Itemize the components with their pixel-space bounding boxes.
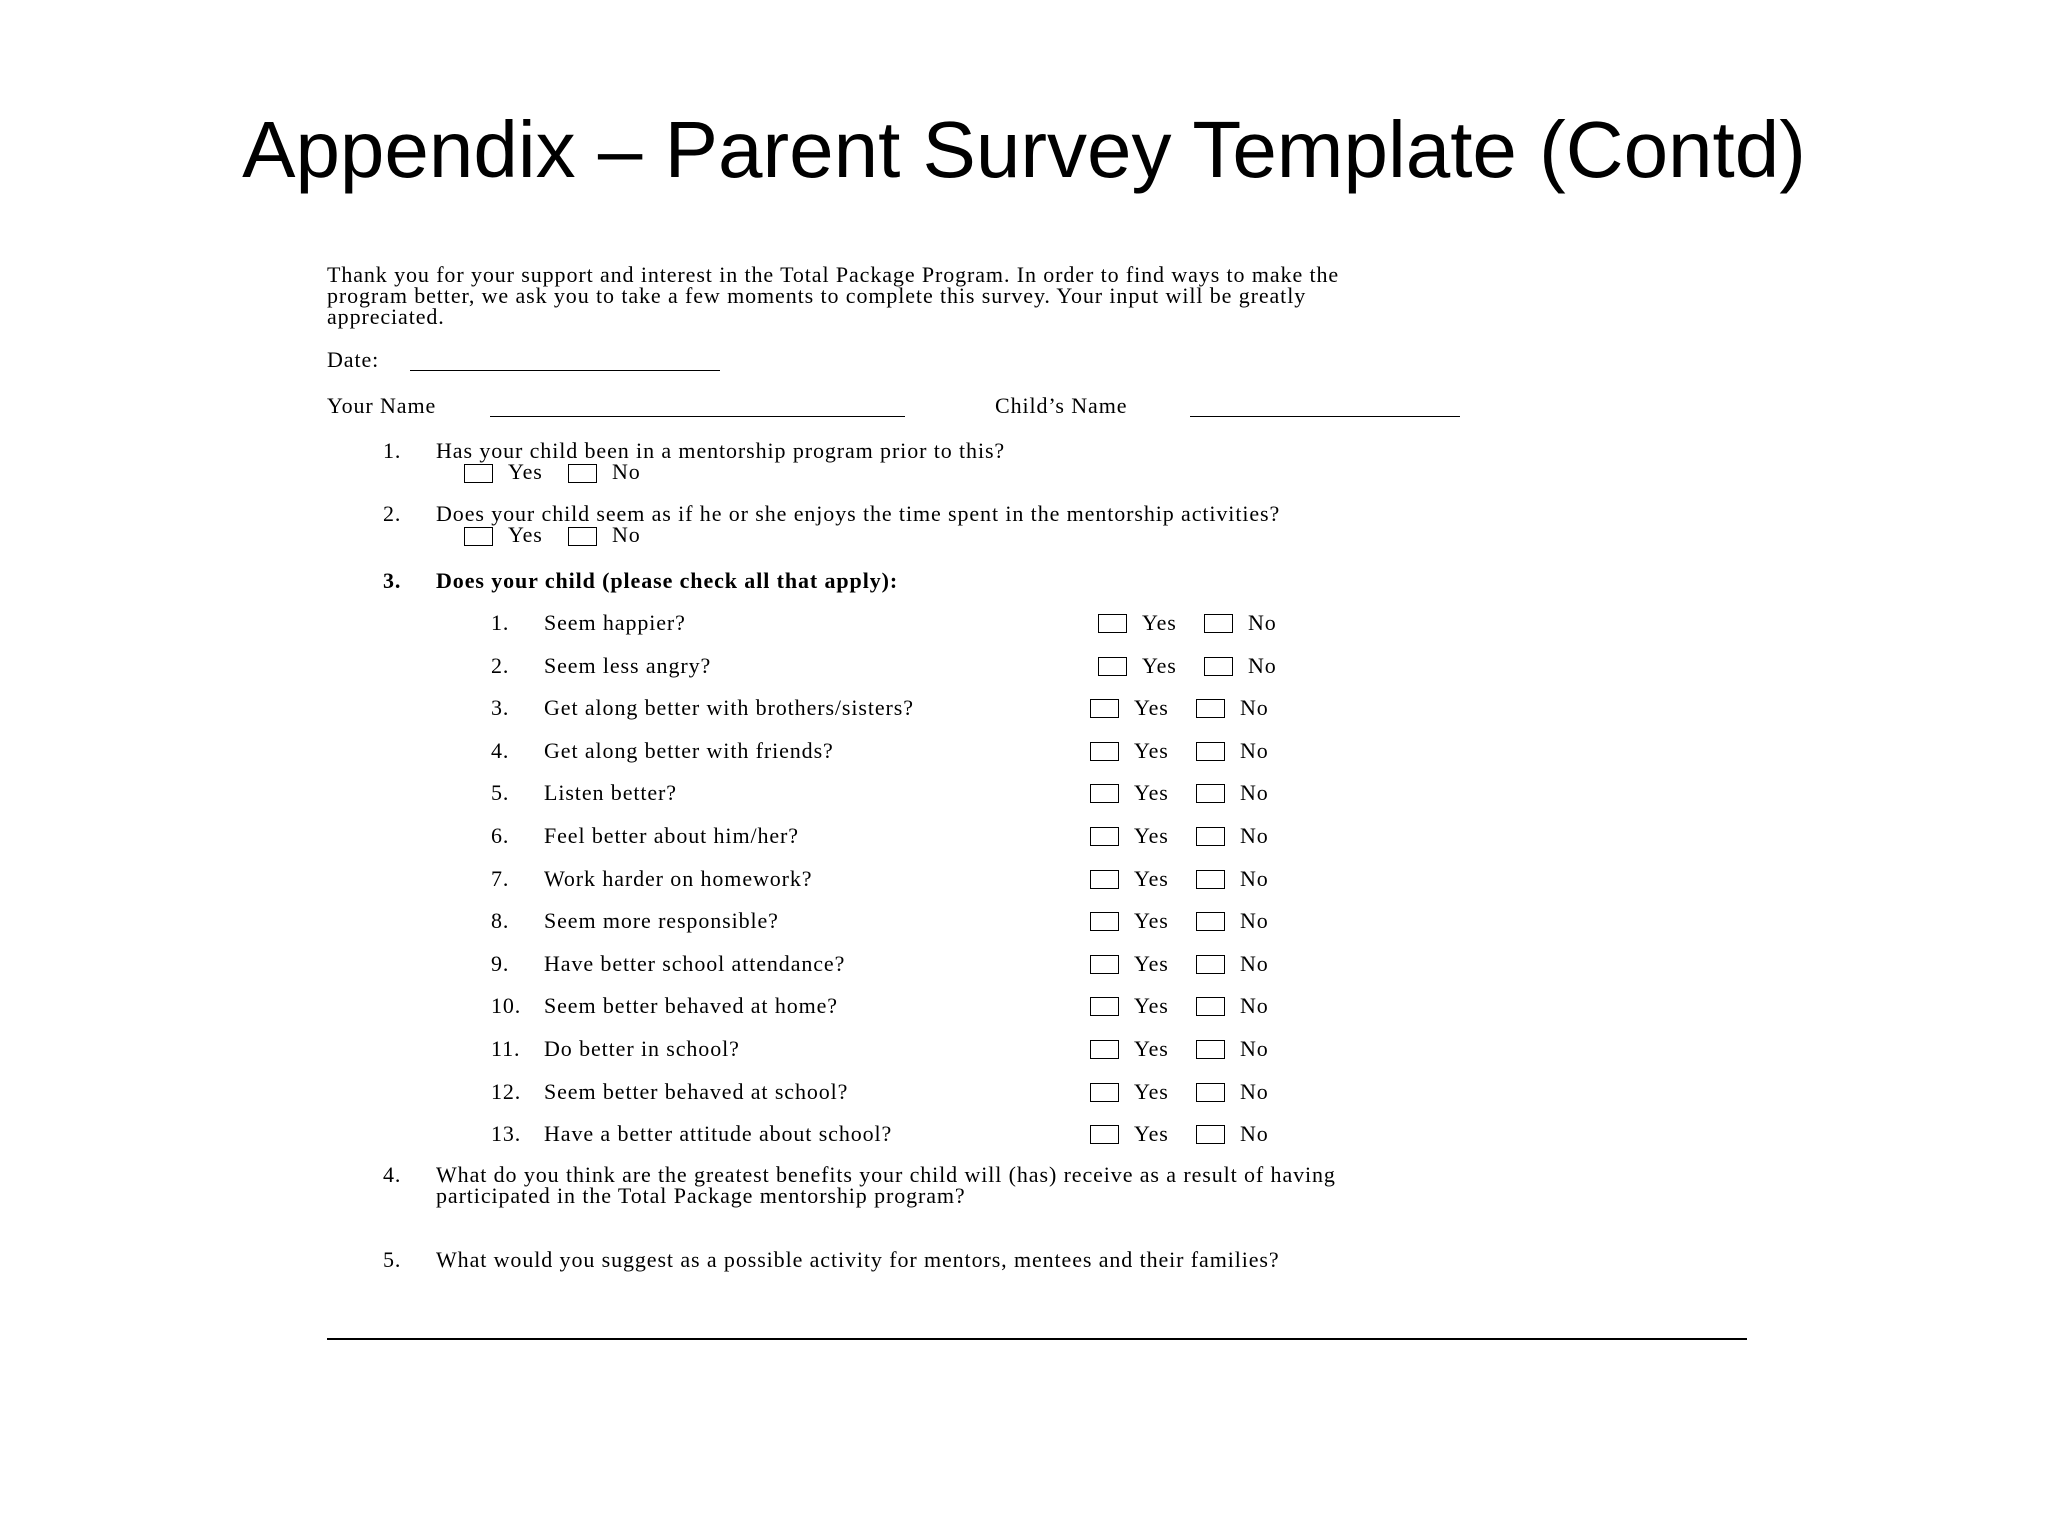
no-label: No bbox=[1240, 866, 1269, 891]
question-text: What would you suggest as a possible activity for mentors, mentees and their families? bbox=[436, 1247, 1280, 1272]
checklist-item-number: 7. bbox=[491, 866, 510, 891]
no-label: No bbox=[612, 459, 641, 484]
no-label: No bbox=[1240, 1036, 1269, 1061]
no-checkbox[interactable] bbox=[1196, 1083, 1225, 1102]
checklist-item-text: Get along better with friends? bbox=[544, 738, 834, 763]
checklist-item-number: 12. bbox=[491, 1079, 522, 1104]
yes-checkbox[interactable] bbox=[1090, 784, 1119, 803]
yes-checkbox[interactable] bbox=[1090, 742, 1119, 761]
yes-checkbox[interactable] bbox=[464, 464, 493, 483]
yes-label: Yes bbox=[1134, 866, 1169, 891]
yes-label: Yes bbox=[508, 522, 543, 547]
yes-checkbox[interactable] bbox=[1090, 699, 1119, 718]
yes-label: Yes bbox=[1134, 908, 1169, 933]
checklist-item-number: 13. bbox=[491, 1121, 522, 1146]
no-checkbox[interactable] bbox=[1196, 784, 1225, 803]
checklist-item-text: Work harder on homework? bbox=[544, 866, 813, 891]
no-label: No bbox=[1240, 993, 1269, 1018]
no-checkbox[interactable] bbox=[1204, 614, 1233, 633]
yes-label: Yes bbox=[1134, 1036, 1169, 1061]
no-label: No bbox=[1240, 780, 1269, 805]
checklist-item-text: Get along better with brothers/sisters? bbox=[544, 695, 914, 720]
yes-checkbox[interactable] bbox=[1090, 912, 1119, 931]
your-name-field[interactable] bbox=[490, 396, 905, 417]
checklist-item-number: 3. bbox=[491, 695, 510, 720]
no-label: No bbox=[1248, 610, 1277, 635]
yes-checkbox[interactable] bbox=[1098, 657, 1127, 676]
question-number: 5. bbox=[383, 1247, 402, 1272]
checklist-item-number: 9. bbox=[491, 951, 510, 976]
no-label: No bbox=[612, 522, 641, 547]
intro-line: program better, we ask you to take a few moments to complete this survey. Your input will be greatly bbox=[327, 283, 1307, 308]
yes-checkbox[interactable] bbox=[1090, 1083, 1119, 1102]
checklist-item-number: 2. bbox=[491, 653, 510, 678]
answer-line[interactable] bbox=[327, 1338, 1747, 1340]
slide-title: Appendix – Parent Survey Template (Contd) bbox=[242, 105, 1806, 194]
childs-name-field[interactable] bbox=[1190, 396, 1460, 417]
yes-checkbox[interactable] bbox=[1098, 614, 1127, 633]
checklist-item-text: Seem less angry? bbox=[544, 653, 712, 678]
yes-checkbox[interactable] bbox=[464, 527, 493, 546]
question-text-line: participated in the Total Package mentorship program? bbox=[436, 1183, 966, 1208]
no-checkbox[interactable] bbox=[1196, 1125, 1225, 1144]
yes-label: Yes bbox=[1142, 653, 1177, 678]
yes-checkbox[interactable] bbox=[1090, 870, 1119, 889]
yes-label: Yes bbox=[1134, 993, 1169, 1018]
checklist-item-text: Seem more responsible? bbox=[544, 908, 779, 933]
checklist-item-number: 6. bbox=[491, 823, 510, 848]
yes-checkbox[interactable] bbox=[1090, 1040, 1119, 1059]
no-checkbox[interactable] bbox=[1196, 955, 1225, 974]
yes-label: Yes bbox=[1134, 1121, 1169, 1146]
checklist-item-text: Seem happier? bbox=[544, 610, 686, 635]
intro-line: Thank you for your support and interest in the Total Package Program. In order to find ways to make the bbox=[327, 262, 1340, 287]
yes-label: Yes bbox=[1134, 1079, 1169, 1104]
checklist-item-text: Seem better behaved at home? bbox=[544, 993, 838, 1018]
yes-label: Yes bbox=[1134, 951, 1169, 976]
no-label: No bbox=[1240, 1121, 1269, 1146]
no-checkbox[interactable] bbox=[1196, 870, 1225, 889]
no-label: No bbox=[1240, 951, 1269, 976]
checklist-item-number: 8. bbox=[491, 908, 510, 933]
no-label: No bbox=[1240, 908, 1269, 933]
question-number: 2. bbox=[383, 501, 402, 526]
survey-intro bbox=[327, 264, 1747, 327]
yes-checkbox[interactable] bbox=[1090, 997, 1119, 1016]
yes-label: Yes bbox=[1134, 780, 1169, 805]
no-label: No bbox=[1240, 738, 1269, 763]
checklist-item-text: Feel better about him/her? bbox=[544, 823, 799, 848]
no-checkbox[interactable] bbox=[1196, 997, 1225, 1016]
question-text: Has your child been in a mentorship program prior to this? bbox=[436, 438, 1006, 463]
checklist-item-number: 10. bbox=[491, 993, 522, 1018]
checklist-item-number: 5. bbox=[491, 780, 510, 805]
childs-name-label: Child’s Name bbox=[995, 393, 1128, 418]
question-number: 1. bbox=[383, 438, 402, 463]
date-label: Date: bbox=[327, 347, 380, 372]
checklist-item-text: Listen better? bbox=[544, 780, 677, 805]
checklist-item-text: Have better school attendance? bbox=[544, 951, 846, 976]
yes-checkbox[interactable] bbox=[1090, 1125, 1119, 1144]
no-checkbox[interactable] bbox=[568, 464, 597, 483]
no-checkbox[interactable] bbox=[1196, 742, 1225, 761]
question-text: Does your child (please check all that apply): bbox=[436, 568, 899, 593]
checklist-item-number: 4. bbox=[491, 738, 510, 763]
yes-label: Yes bbox=[1134, 695, 1169, 720]
no-label: No bbox=[1240, 1079, 1269, 1104]
checklist-item-text: Have a better attitude about school? bbox=[544, 1121, 893, 1146]
question-number: 3. bbox=[383, 568, 402, 593]
no-label: No bbox=[1240, 823, 1269, 848]
date-field[interactable] bbox=[410, 350, 720, 371]
no-checkbox[interactable] bbox=[1196, 912, 1225, 931]
yes-checkbox[interactable] bbox=[1090, 955, 1119, 974]
no-label: No bbox=[1248, 653, 1277, 678]
no-checkbox[interactable] bbox=[1204, 657, 1233, 676]
your-name-label: Your Name bbox=[327, 393, 437, 418]
yes-label: Yes bbox=[1134, 738, 1169, 763]
yes-checkbox[interactable] bbox=[1090, 827, 1119, 846]
intro-line: appreciated. bbox=[327, 304, 445, 329]
question-text: Does your child seem as if he or she enjoys the time spent in the mentorship activities? bbox=[436, 501, 1281, 526]
checklist-item-text: Do better in school? bbox=[544, 1036, 740, 1061]
question-text-line: What do you think are the greatest benefits your child will (has) receive as a result of having bbox=[436, 1162, 1336, 1187]
checklist-item-number: 11. bbox=[491, 1036, 521, 1061]
no-label: No bbox=[1240, 695, 1269, 720]
no-checkbox[interactable] bbox=[568, 527, 597, 546]
no-checkbox[interactable] bbox=[1196, 1040, 1225, 1059]
checklist-item-number: 1. bbox=[491, 610, 510, 635]
question-number: 4. bbox=[383, 1162, 402, 1187]
yes-label: Yes bbox=[1134, 823, 1169, 848]
yes-label: Yes bbox=[1142, 610, 1177, 635]
no-checkbox[interactable] bbox=[1196, 827, 1225, 846]
no-checkbox[interactable] bbox=[1196, 699, 1225, 718]
yes-label: Yes bbox=[508, 459, 543, 484]
checklist-item-text: Seem better behaved at school? bbox=[544, 1079, 849, 1104]
